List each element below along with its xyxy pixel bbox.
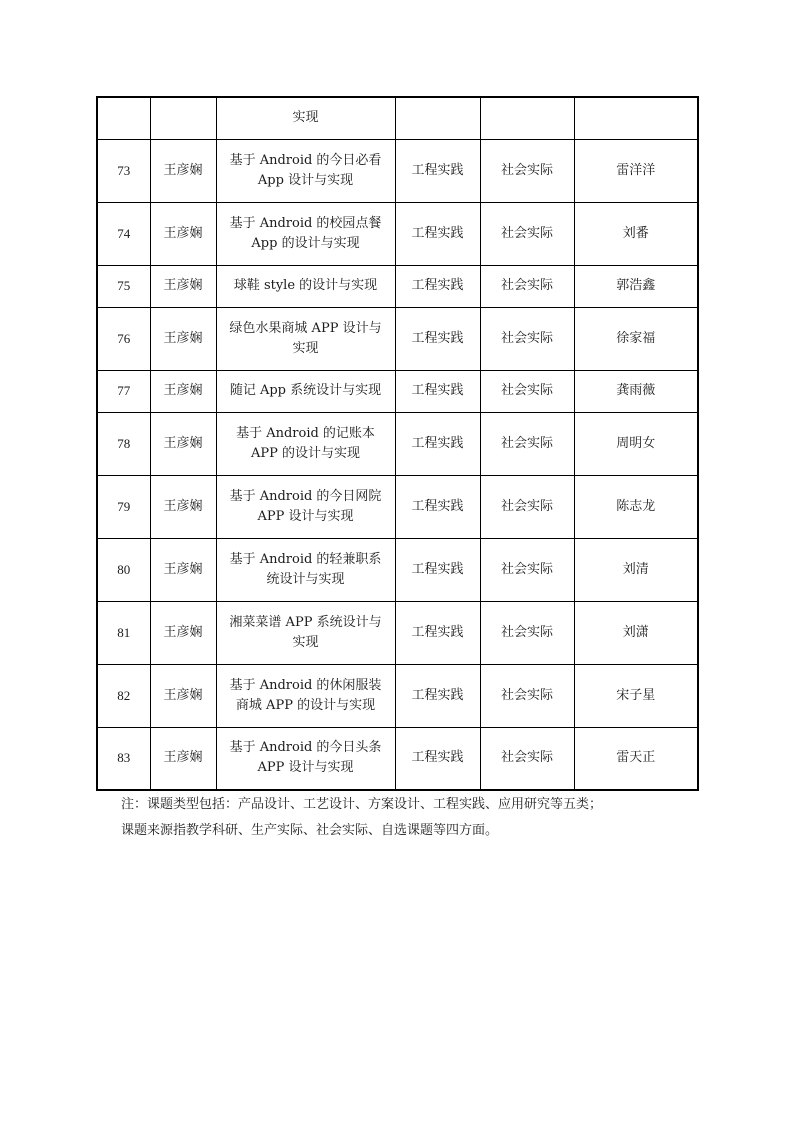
cell-type: 工程实践: [395, 412, 480, 475]
cell-no: 76: [97, 307, 150, 370]
cell-student: 刘清: [574, 538, 698, 601]
title-line: 实现: [292, 110, 319, 126]
cell-source: 社会实际: [480, 475, 574, 538]
cell-source: [480, 97, 574, 139]
cell-teacher: 王彦娴: [150, 412, 216, 475]
cell-student: 郭浩鑫: [574, 265, 698, 307]
cell-no: 75: [97, 265, 150, 307]
cell-source: 社会实际: [480, 202, 574, 265]
cell-title: [216, 475, 395, 538]
title-line: App 设计与实现: [257, 172, 354, 188]
cell-title: [216, 97, 395, 139]
cell-title: [216, 601, 395, 664]
title-line: APP 设计与实现: [257, 760, 354, 776]
title-line: 球鞋 style 的设计与实现: [233, 278, 378, 293]
table-row: [97, 664, 698, 727]
cell-teacher: 王彦娴: [150, 265, 216, 307]
title-line: APP 设计与实现: [257, 508, 354, 524]
cell-title: [216, 307, 395, 370]
cell-source: 社会实际: [480, 412, 574, 475]
cell-type: 工程实践: [395, 307, 480, 370]
table-row: [97, 601, 698, 664]
cell-no: 78: [97, 412, 150, 475]
title-line: 基于 Android 的轻兼职系: [229, 551, 382, 567]
title-line: 随记 App 系统设计与实现: [229, 383, 382, 398]
cell-no: 82: [97, 664, 150, 727]
cell-title: [216, 538, 395, 601]
cell-student: 刘潇: [574, 601, 698, 664]
table-row: [97, 202, 698, 265]
cell-teacher: 王彦娴: [150, 370, 216, 412]
cell-type: [395, 97, 480, 139]
cell-no: 79: [97, 475, 150, 538]
title-line: 基于 Android 的今日网院: [229, 488, 382, 504]
table-row: [97, 538, 698, 601]
table-row: [97, 727, 698, 790]
footnote-line-1: 注：课题类型包括：产品设计、工艺设计、方案设计、工程实践、应用研究等五类；: [121, 797, 603, 812]
table-row: [97, 307, 698, 370]
cell-teacher: [150, 97, 216, 139]
title-line: 基于 Android 的校园点餐: [229, 215, 382, 231]
cell-no: [97, 97, 150, 139]
cell-teacher: 王彦娴: [150, 475, 216, 538]
title-line: 商城 APP 的设计与实现: [235, 697, 376, 713]
title-line: App 的设计与实现: [251, 235, 360, 251]
title-line: 绿色水果商城 APP 设计与: [229, 320, 382, 336]
cell-source: 社会实际: [480, 664, 574, 727]
cell-type: 工程实践: [395, 727, 480, 790]
cell-teacher: 王彦娴: [150, 307, 216, 370]
cell-type: 工程实践: [395, 538, 480, 601]
cell-student: 周明女: [574, 412, 698, 475]
cell-type: 工程实践: [395, 139, 480, 202]
cell-title: [216, 370, 395, 412]
cell-title: [216, 727, 395, 790]
title-line: 基于 Android 的今日必看: [229, 152, 382, 168]
cell-title: [216, 412, 395, 475]
title-line: 基于 Android 的今日头条: [229, 740, 382, 756]
cell-type: 工程实践: [395, 601, 480, 664]
table-row-continued: [97, 97, 698, 139]
table-row: [97, 139, 698, 202]
cell-teacher: 王彦娴: [150, 139, 216, 202]
cell-student: [574, 97, 698, 139]
table-row: [97, 475, 698, 538]
cell-type: 工程实践: [395, 664, 480, 727]
title-line: 湘菜菜谱 APP 系统设计与: [229, 614, 382, 630]
cell-source: 社会实际: [480, 727, 574, 790]
cell-no: 80: [97, 538, 150, 601]
cell-student: 陈志龙: [574, 475, 698, 538]
cell-source: 社会实际: [480, 265, 574, 307]
cell-no: 74: [97, 202, 150, 265]
cell-teacher: 王彦娴: [150, 202, 216, 265]
footnote: [121, 792, 701, 844]
cell-source: 社会实际: [480, 139, 574, 202]
cell-source: 社会实际: [480, 370, 574, 412]
cell-teacher: 王彦娴: [150, 664, 216, 727]
title-line: 实现: [292, 340, 319, 356]
title-line: 实现: [292, 634, 319, 650]
cell-no: 77: [97, 370, 150, 412]
title-line: 基于 Android 的记账本: [236, 425, 375, 441]
cell-source: 社会实际: [480, 307, 574, 370]
cell-type: 工程实践: [395, 265, 480, 307]
cell-student: 徐家福: [574, 307, 698, 370]
table-row: [97, 265, 698, 307]
title-line: APP 的设计与实现: [250, 445, 360, 461]
title-line: 基于 Android 的休闲服装: [229, 677, 382, 693]
cell-title: [216, 202, 395, 265]
cell-no: 83: [97, 727, 150, 790]
cell-source: 社会实际: [480, 601, 574, 664]
cell-type: 工程实践: [395, 475, 480, 538]
cell-student: 雷洋洋: [574, 139, 698, 202]
table-row: [97, 412, 698, 475]
cell-type: 工程实践: [395, 370, 480, 412]
cell-student: 雷天正: [574, 727, 698, 790]
topic-table-body: [97, 97, 698, 790]
cell-type: 工程实践: [395, 202, 480, 265]
footnote-line-2: 课题来源指教学科研、生产实际、社会实际、自选课题等四方面。: [121, 823, 499, 838]
cell-student: 宋子星: [574, 664, 698, 727]
cell-source: 社会实际: [480, 538, 574, 601]
cell-title: [216, 139, 395, 202]
cell-teacher: 王彦娴: [150, 538, 216, 601]
title-line: 统设计与实现: [266, 571, 345, 587]
cell-student: 龚雨薇: [574, 370, 698, 412]
cell-title: [216, 664, 395, 727]
topic-table: [96, 96, 699, 791]
table-row: [97, 370, 698, 412]
cell-no: 81: [97, 601, 150, 664]
cell-title: [216, 265, 395, 307]
cell-teacher: 王彦娴: [150, 601, 216, 664]
cell-no: 73: [97, 139, 150, 202]
cell-student: 刘番: [574, 202, 698, 265]
cell-teacher: 王彦娴: [150, 727, 216, 790]
